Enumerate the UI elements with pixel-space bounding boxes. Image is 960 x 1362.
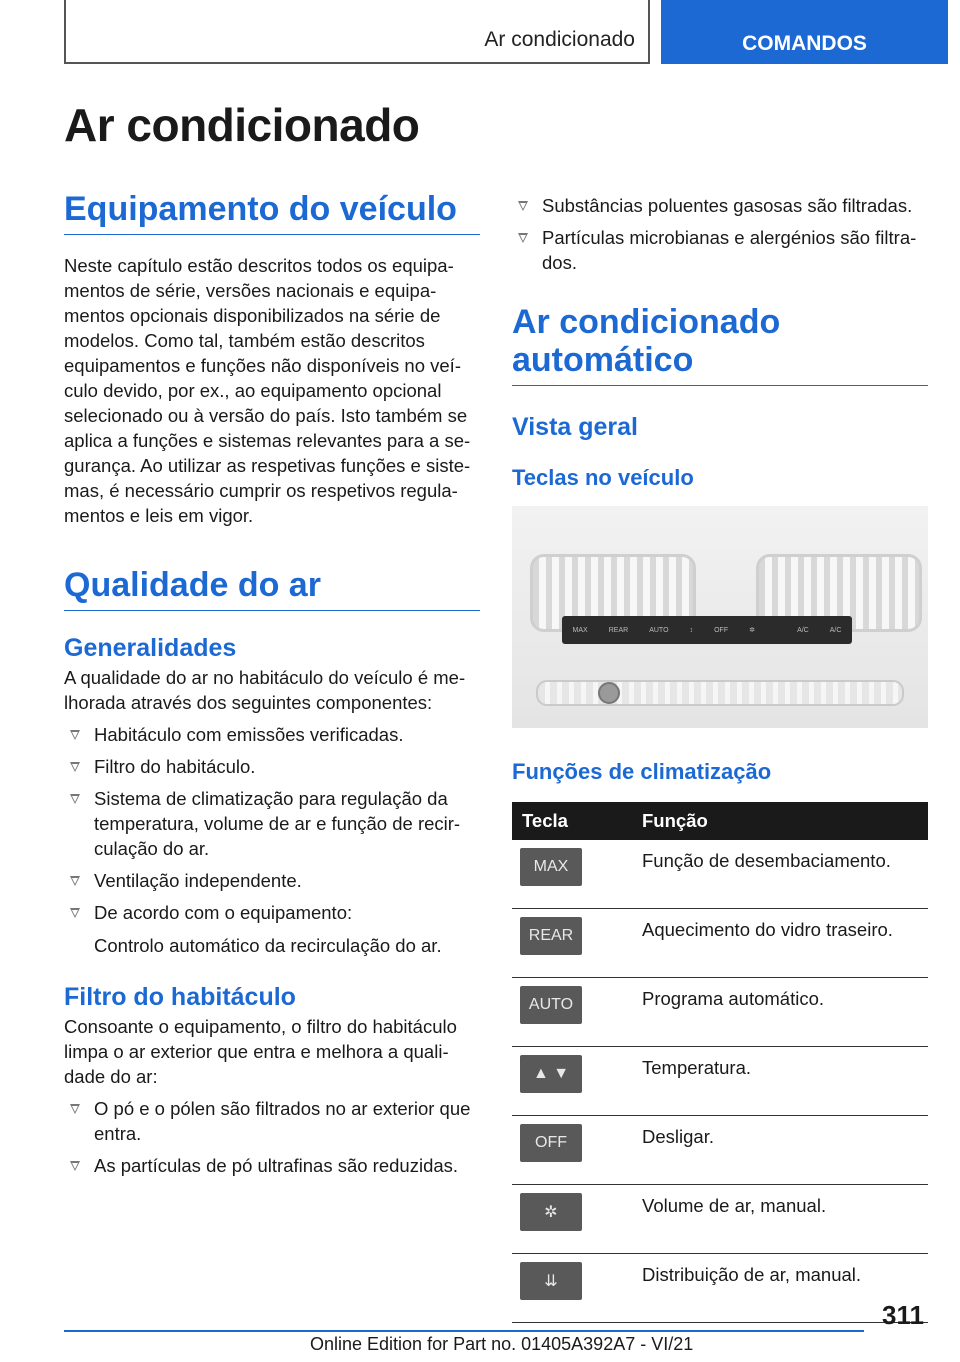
triangle-bullet-icon (70, 908, 80, 918)
triangle-bullet-icon (70, 730, 80, 740)
table-row (512, 1254, 928, 1323)
table-row (512, 1047, 928, 1116)
right-column (512, 190, 928, 1323)
table-row (512, 978, 928, 1047)
heading-funcoes: Funções de climatização (512, 759, 772, 784)
heading-qualidade: Qualidade do ar (64, 566, 480, 611)
vent-knob (598, 682, 620, 704)
header-tab-comandos[interactable] (661, 0, 948, 64)
heading-vista-geral: Vista geral (512, 413, 639, 441)
equipamento-text: Neste capítulo estão descritos todos os equipamentos de série, versões nacionais e equipamentos opcionais disponibilizados na série de modelos. Como tal, também estão descritos equipamentos e funções não disponíveis no veículo devido, por ex., ao equipamento opcional selecionado ou à versão do país. Isto também se aplica a funções e sistemas relevantes para a segurança. Ao utilizar as respetivas funções e sistemas, é necessário cumprir os respetivos regulamentos e leis em vigor. (64, 255, 471, 526)
triangle-bullet-icon (518, 233, 528, 243)
list-item: Sistema de climatização para regulação da temperatura, volume de ar e função de recirculação do ar. (64, 786, 480, 861)
auto-icon: AUTO (520, 986, 582, 1024)
rear-window-heat-icon: REAR (520, 917, 582, 955)
filtro-text: Consoante o equipamento, o filtro do habitáculo limpa o ar exterior que entra e melhora a qualidade do ar: (64, 1016, 457, 1087)
list-item: As partículas de pó ultrafinas são reduzidas. (64, 1153, 480, 1178)
table-row (512, 1116, 928, 1185)
off-icon: OFF (520, 1124, 582, 1162)
table-row (512, 1185, 928, 1254)
function-cell: Aquecimento do vidro traseiro. (632, 909, 928, 978)
generalidades-subtext: Controlo automático da recirculação do ar. (94, 935, 442, 956)
function-cell: Função de desembaciamento. (632, 840, 928, 909)
climate-panel-photo (512, 506, 928, 728)
function-cell: Distribuição de ar, manual. (632, 1254, 928, 1323)
function-cell: Volume de ar, manual. (632, 1185, 928, 1254)
left-column (64, 190, 480, 1178)
header-tab-label: COMANDOS (742, 32, 867, 55)
temperature-arrows-icon: ▲ ▼ (520, 1055, 582, 1093)
table-header-row (512, 802, 928, 840)
list-item: De acordo com o equipamento: (64, 900, 480, 925)
heading-filtro: Filtro do habitáculo (64, 983, 296, 1011)
max-defrost-icon: MAX (520, 848, 582, 886)
header-section-title: Ar condicionado (484, 28, 635, 51)
heading-teclas: Teclas no veículo (512, 465, 694, 490)
lower-vent-slot (536, 680, 904, 706)
column-header-funcao: Função (632, 802, 928, 840)
functions-table (512, 802, 928, 1323)
function-cell: Desligar. (632, 1116, 928, 1185)
footer-edition: Online Edition for Part no. 01405A392A7 - VI/21 (310, 1334, 694, 1354)
page-number: 311 (882, 1300, 924, 1330)
table-row (512, 840, 928, 909)
triangle-bullet-icon (70, 794, 80, 804)
heading-generalidades: Generalidades (64, 634, 237, 662)
filtro-list-continued (512, 193, 928, 275)
function-cell: Temperatura. (632, 1047, 928, 1116)
function-cell: Programa automático. (632, 978, 928, 1047)
triangle-bullet-icon (70, 1104, 80, 1114)
list-item: Partículas microbianas e alergénios são filtrados. (512, 225, 928, 275)
air-distribution-icon: ⇊ (520, 1262, 582, 1300)
generalidades-text: A qualidade do ar no habitáculo do veículo é melhorada através dos seguintes componentes: (64, 667, 466, 713)
list-item: Habitáculo com emissões verificadas. (64, 722, 480, 747)
fan-icon: ✲ (520, 1193, 582, 1231)
heading-ar-automatico: Ar condicionado automático (512, 303, 928, 386)
climate-control-panel: MAX REAR AUTO ↕ OFF ✲ A/C A/C (562, 616, 852, 644)
generalidades-list (64, 722, 480, 925)
list-item: Substâncias poluentes gasosas são filtradas. (512, 193, 928, 218)
triangle-bullet-icon (70, 762, 80, 772)
page-title: Ar condicionado (64, 99, 420, 151)
heading-equipamento: Equipamento do veículo (64, 190, 480, 235)
list-item: Filtro do habitáculo. (64, 754, 480, 779)
column-header-tecla: Tecla (512, 802, 632, 840)
table-row (512, 909, 928, 978)
list-item: O pó e o pólen são filtrados no ar exterior que entra. (64, 1096, 480, 1146)
list-item: Ventilação independente. (64, 868, 480, 893)
triangle-bullet-icon (518, 201, 528, 211)
triangle-bullet-icon (70, 876, 80, 886)
triangle-bullet-icon (70, 1161, 80, 1171)
filtro-list (64, 1096, 480, 1178)
footer-divider (64, 1330, 864, 1332)
